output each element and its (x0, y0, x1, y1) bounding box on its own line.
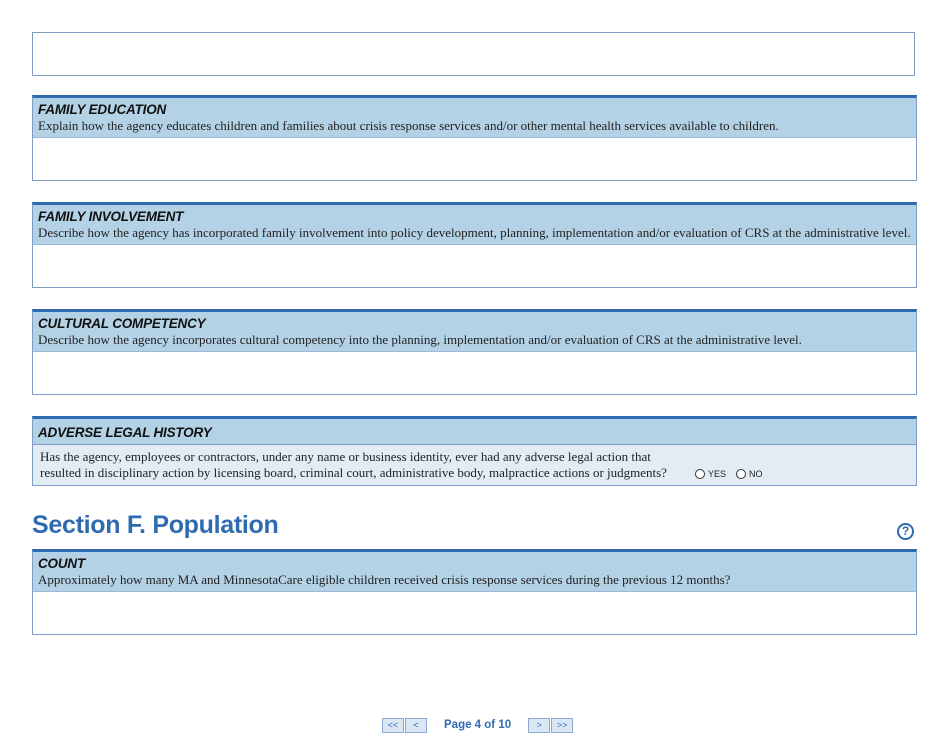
help-icon[interactable]: ? (897, 523, 914, 540)
last-page-button[interactable]: >> (551, 718, 573, 733)
legal-yes-option[interactable] (695, 466, 726, 482)
section-f-heading: Section F. Population (32, 511, 279, 539)
family-involvement-header (32, 202, 917, 244)
yes-radio[interactable] (695, 469, 705, 479)
yes-label: YES (708, 469, 727, 479)
family-education-answer-field[interactable] (32, 137, 917, 181)
cultural-competency-title: CULTURAL COMPETENCY (38, 316, 206, 331)
family-education-title: FAMILY EDUCATION (38, 102, 167, 117)
family-education-description: Explain how the agency educates children and families about crisis response services and/or other mental health services available to children. (38, 118, 779, 133)
count-block (32, 549, 917, 635)
no-label: NO (749, 469, 763, 479)
count-title: COUNT (38, 556, 85, 571)
cultural-competency-block (32, 309, 917, 395)
legal-question-line-2: resulted in disciplinary action by licensing board, criminal court, administrative body, malpractice actions or judgments? (40, 465, 667, 480)
page-navigation (382, 718, 573, 732)
count-answer-field[interactable] (32, 591, 917, 635)
adverse-legal-history-header (32, 416, 917, 444)
previous-answer-field[interactable] (32, 32, 915, 76)
adverse-legal-history-block (32, 416, 917, 486)
cultural-competency-answer-field[interactable] (32, 351, 917, 395)
legal-question-line-1: Has the agency, employees or contractors, under any name or business identity, ever had any adverse legal action that (40, 449, 651, 464)
first-page-button[interactable]: << (382, 718, 404, 733)
cultural-competency-description: Describe how the agency incorporates cultural competency into the planning, implementation and/or evaluation of CRS at the administrative level. (38, 332, 802, 347)
page-indicator: Page 4 of 10 (444, 719, 512, 731)
cultural-competency-header (32, 309, 917, 351)
family-education-header (32, 95, 917, 137)
legal-no-option[interactable] (736, 466, 763, 482)
previous-page-button[interactable]: < (405, 718, 427, 733)
family-involvement-description: Describe how the agency has incorporated family involvement into policy development, planning, implementation and/or evaluation of CRS at the administrative level. (38, 225, 911, 240)
adverse-legal-history-question (32, 444, 917, 486)
no-radio[interactable] (736, 469, 746, 479)
family-education-block (32, 95, 917, 181)
count-header (32, 549, 917, 591)
family-involvement-answer-field[interactable] (32, 244, 917, 288)
count-description: Approximately how many MA and MinnesotaCare eligible children received crisis response services during the previous 12 months? (38, 572, 731, 587)
legal-answer-radio-group (695, 466, 773, 482)
next-page-button[interactable]: > (528, 718, 550, 733)
family-involvement-block (32, 202, 917, 288)
family-involvement-title: FAMILY INVOLVEMENT (38, 209, 184, 224)
adverse-legal-history-title: ADVERSE LEGAL HISTORY (38, 425, 212, 440)
